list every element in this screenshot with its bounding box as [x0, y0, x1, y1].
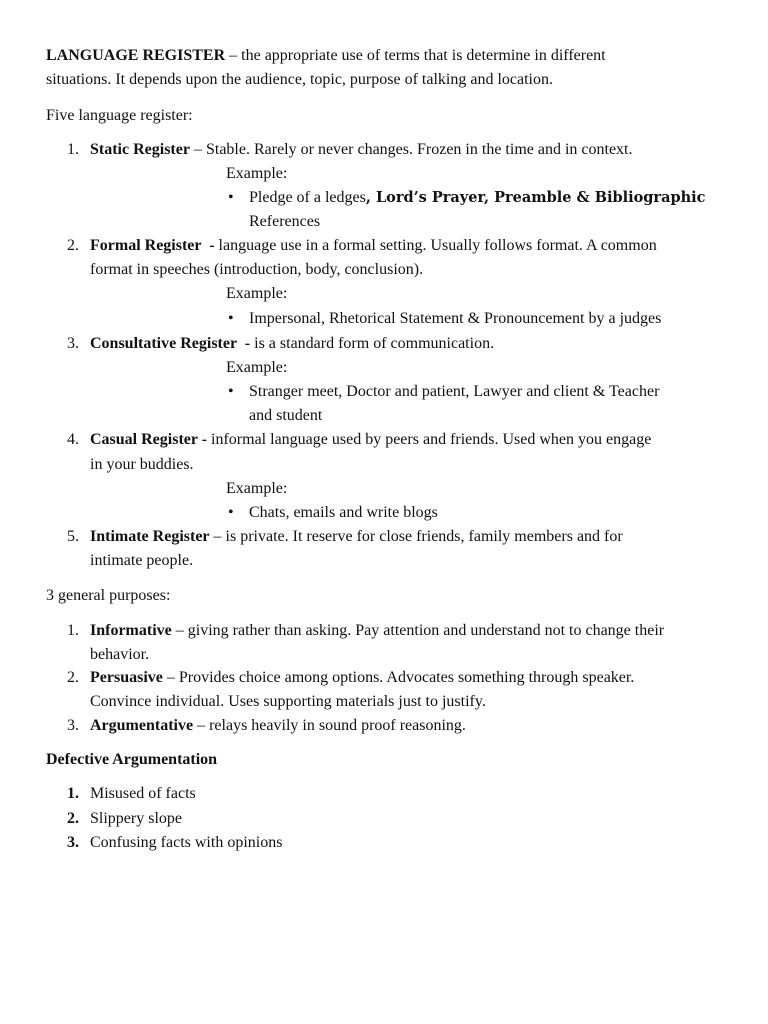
purpose-name: Argumentative: [90, 717, 194, 734]
register-number: 2.: [67, 237, 79, 254]
bullet-icon: •: [228, 189, 234, 206]
purpose-number: 2.: [67, 669, 79, 686]
register-item-intimate: [90, 527, 623, 547]
register-number: 1.: [67, 141, 79, 158]
intro-definition-1: – the appropriate use of terms that is determine in different: [225, 47, 606, 64]
example-item: [249, 188, 705, 208]
purpose-number: 3.: [67, 717, 79, 734]
register-description: – is private. It reserve for close friends, family members and for: [209, 528, 623, 545]
purpose-description-continued: behavior.: [90, 646, 150, 663]
example-text: Impersonal, Rhetorical Statement & Pronouncement by a judges: [249, 310, 662, 327]
defective-item: Confusing facts with opinions: [90, 834, 283, 851]
register-name: Consultative Register: [90, 335, 237, 352]
purpose-number: 1.: [67, 622, 79, 639]
example-text-continued: References: [249, 213, 321, 230]
register-name: Formal Register: [90, 237, 202, 254]
defective-item: Slippery slope: [90, 810, 182, 827]
register-name: Casual Register -: [90, 431, 208, 448]
register-separator: -: [201, 237, 219, 254]
purpose-description: – relays heavily in sound proof reasoning.: [193, 717, 466, 734]
purpose-item-argumentative: [90, 716, 466, 736]
bullet-icon: •: [228, 504, 234, 521]
example-text: Stranger meet, Doctor and patient, Lawyer and client & Teacher: [249, 383, 660, 400]
bullet-icon: •: [228, 310, 234, 327]
register-item-casual: [90, 430, 651, 450]
defective-number: 3.: [67, 834, 79, 851]
intro-definition-2: situations. It depends upon the audience, topic, purpose of talking and location.: [46, 71, 553, 88]
purpose-item-persuasive: [90, 668, 634, 688]
purpose-name: Persuasive: [90, 669, 163, 686]
register-description: language use in a formal setting. Usually follows format. A common: [218, 237, 657, 254]
register-item-consultative: [90, 334, 494, 354]
purpose-item-informative: [90, 621, 664, 641]
defective-heading: Defective Argumentation: [46, 751, 218, 768]
bullet-icon: •: [228, 383, 234, 400]
example-label: Example:: [226, 165, 288, 182]
register-number: 5.: [67, 528, 79, 545]
register-description-continued: in your buddies.: [90, 456, 194, 473]
registers-heading: Five language register:: [46, 107, 193, 124]
register-item-static: [90, 140, 633, 160]
purposes-heading: 3 general purposes:: [46, 587, 171, 604]
intro-line-1: [46, 46, 606, 66]
register-number: 3.: [67, 335, 79, 352]
register-name: Intimate Register: [90, 528, 210, 545]
register-description: informal language used by peers and friends. Used when you engage: [207, 431, 652, 448]
register-description-continued: format in speeches (introduction, body, conclusion).: [90, 261, 424, 278]
defective-number: 2.: [67, 810, 79, 827]
example-text-bold: , Lord’s Prayer, Preamble & Bibliographic: [365, 189, 706, 206]
register-description-continued: intimate people.: [90, 552, 194, 569]
register-separator: -: [236, 335, 255, 352]
purpose-description: – Provides choice among options. Advocates something through speaker.: [162, 669, 635, 686]
intro-term: LANGUAGE REGISTER: [46, 47, 226, 64]
defective-item: Misused of facts: [90, 785, 196, 802]
register-item-formal: [90, 236, 657, 256]
purpose-description-continued: Convince individual. Uses supporting materials just to justify.: [90, 693, 486, 710]
register-number: 4.: [67, 431, 79, 448]
example-label: Example:: [226, 359, 288, 376]
purpose-name: Informative: [90, 622, 172, 639]
example-label: Example:: [226, 480, 288, 497]
purpose-description: – giving rather than asking. Pay attention and understand not to change their: [171, 622, 665, 639]
example-label: Example:: [226, 285, 288, 302]
example-text: Chats, emails and write blogs: [249, 504, 438, 521]
example-text-continued: and student: [249, 407, 323, 424]
defective-number: 1.: [67, 785, 79, 802]
example-text: Pledge of a ledges: [249, 189, 366, 206]
register-description: – Stable. Rarely or never changes. Frozen in the time and in context.: [189, 141, 633, 158]
register-description: is a standard form of communication.: [254, 335, 495, 352]
register-name: Static Register: [90, 141, 190, 158]
